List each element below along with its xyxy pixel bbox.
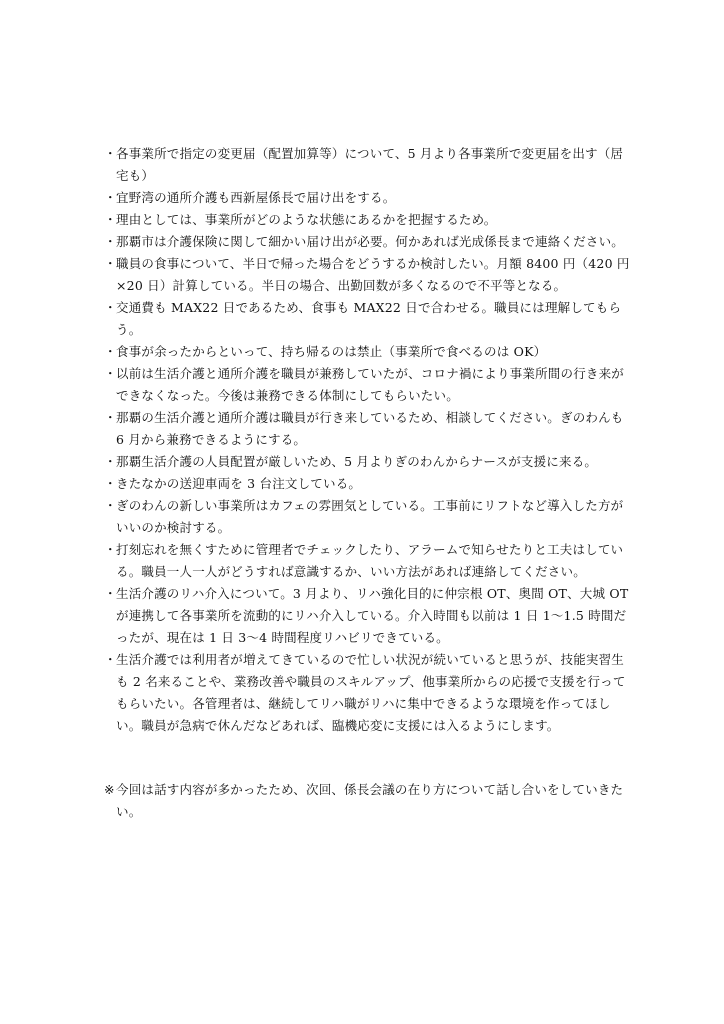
item-text: 食事が余ったからといって、持ち帰るのは禁止（事業所で食べるのは OK）	[116, 344, 547, 359]
item-text: 交通費も MAX22 日であるため、食事も MAX22 日で合わせる。職員には理解してもらう。	[116, 300, 622, 337]
list-item	[104, 539, 630, 583]
list-item	[104, 209, 630, 231]
bullet-mark: ・	[104, 542, 117, 557]
item-text: きたなかの送迎車両を 3 台注文している。	[116, 476, 362, 491]
item-text: 職員の食事について、半日で帰った場合をどうするか検討したい。月額 8400 円（420 円×20 日）計算している。半日の場合、出勤回数が多くなるので不平等となる。	[116, 256, 630, 293]
list-item	[104, 583, 630, 649]
bullet-mark: ・	[104, 366, 117, 381]
list-item	[104, 495, 630, 539]
bullet-mark: ・	[104, 234, 117, 249]
item-text: 各事業所で指定の変更届（配置加算等）について、5 月より各事業所で変更届を出す（居宅も）	[116, 146, 624, 183]
bullet-mark: ・	[104, 212, 117, 227]
list-item	[104, 649, 630, 737]
bullet-mark: ・	[104, 300, 117, 315]
list-item	[104, 451, 630, 473]
item-text: 那覇市は介護保険に関して細かい届け出が必要。何かあれば光成係長まで連絡ください。	[116, 234, 625, 249]
list-item	[104, 253, 630, 297]
item-text: ぎのわんの新しい事業所はカフェの雰囲気としている。工事前にリフトなど導入した方がいいのか検討する。	[116, 498, 624, 535]
list-item	[104, 407, 630, 451]
bullet-mark: ・	[104, 476, 117, 491]
item-text: 宜野湾の通所介護も西新屋係長で届け出をする。	[116, 190, 396, 205]
bullet-mark: ・	[104, 146, 117, 161]
list-item	[104, 363, 630, 407]
bullet-mark: ・	[104, 498, 117, 513]
note-mark: ※	[104, 782, 115, 797]
closing-note	[104, 779, 642, 823]
item-text: 以前は生活介護と通所介護を職員が兼務していたが、コロナ禍により事業所間の行き来ができなくなった。今後は兼務できる体制にしてもらいたい。	[116, 366, 625, 403]
bullet-mark: ・	[104, 344, 117, 359]
bullet-mark: ・	[104, 454, 117, 469]
meeting-notes-list	[104, 143, 630, 737]
note-text: 今回は話す内容が多かったため、次回、係長会議の在り方について話し合いをしていきたい。	[116, 782, 624, 819]
list-item	[104, 231, 630, 253]
item-text: 那覇の生活介護と通所介護は職員が行き来しているため、相談してください。ぎのわんも 6 月から兼務できるようにする。	[116, 410, 624, 447]
item-text: 生活介護では利用者が増えてきているので忙しい状況が続いていると思うが、技能実習生も 2 名来ることや、業務改善や職員のスキルアップ、他事業所からの応援で支援を行ってもらいたい。各管理者は、継続してリハ職がリハに集中できるような環境を作ってほしい。職員が急病で休んだなどあれば、臨機応変に支援には入るようにします。	[116, 652, 626, 733]
item-text: 打刻忘れを無くすために管理者でチェックしたり、アラームで知らせたりと工夫はしている。職員一人一人がどうすれば意識するか、いい方法があれば連絡してください。	[116, 542, 624, 579]
item-text: 那覇生活介護の人員配置が厳しいため、5 月よりぎのわんからナースが支援に来る。	[116, 454, 598, 469]
list-item	[104, 341, 630, 363]
bullet-mark: ・	[104, 586, 117, 601]
item-text: 理由としては、事業所がどのような状態にあるかを把握するため。	[116, 212, 497, 227]
list-item	[104, 143, 630, 187]
bullet-mark: ・	[104, 190, 117, 205]
list-item	[104, 187, 630, 209]
list-item	[104, 473, 630, 495]
item-text: 生活介護のリハ介入について。3 月より、リハ強化目的に仲宗根 OT、奥間 OT、大城 OT が連携して各事業所を流動的にリハ介入している。介入時間も以前は 1 日 1～1.5 時間だったが、現在は 1 日 3～4 時間程度リハビリできている。	[116, 586, 629, 645]
bullet-mark: ・	[104, 410, 117, 425]
list-item	[104, 297, 630, 341]
bullet-mark: ・	[104, 652, 117, 667]
bullet-mark: ・	[104, 256, 117, 271]
